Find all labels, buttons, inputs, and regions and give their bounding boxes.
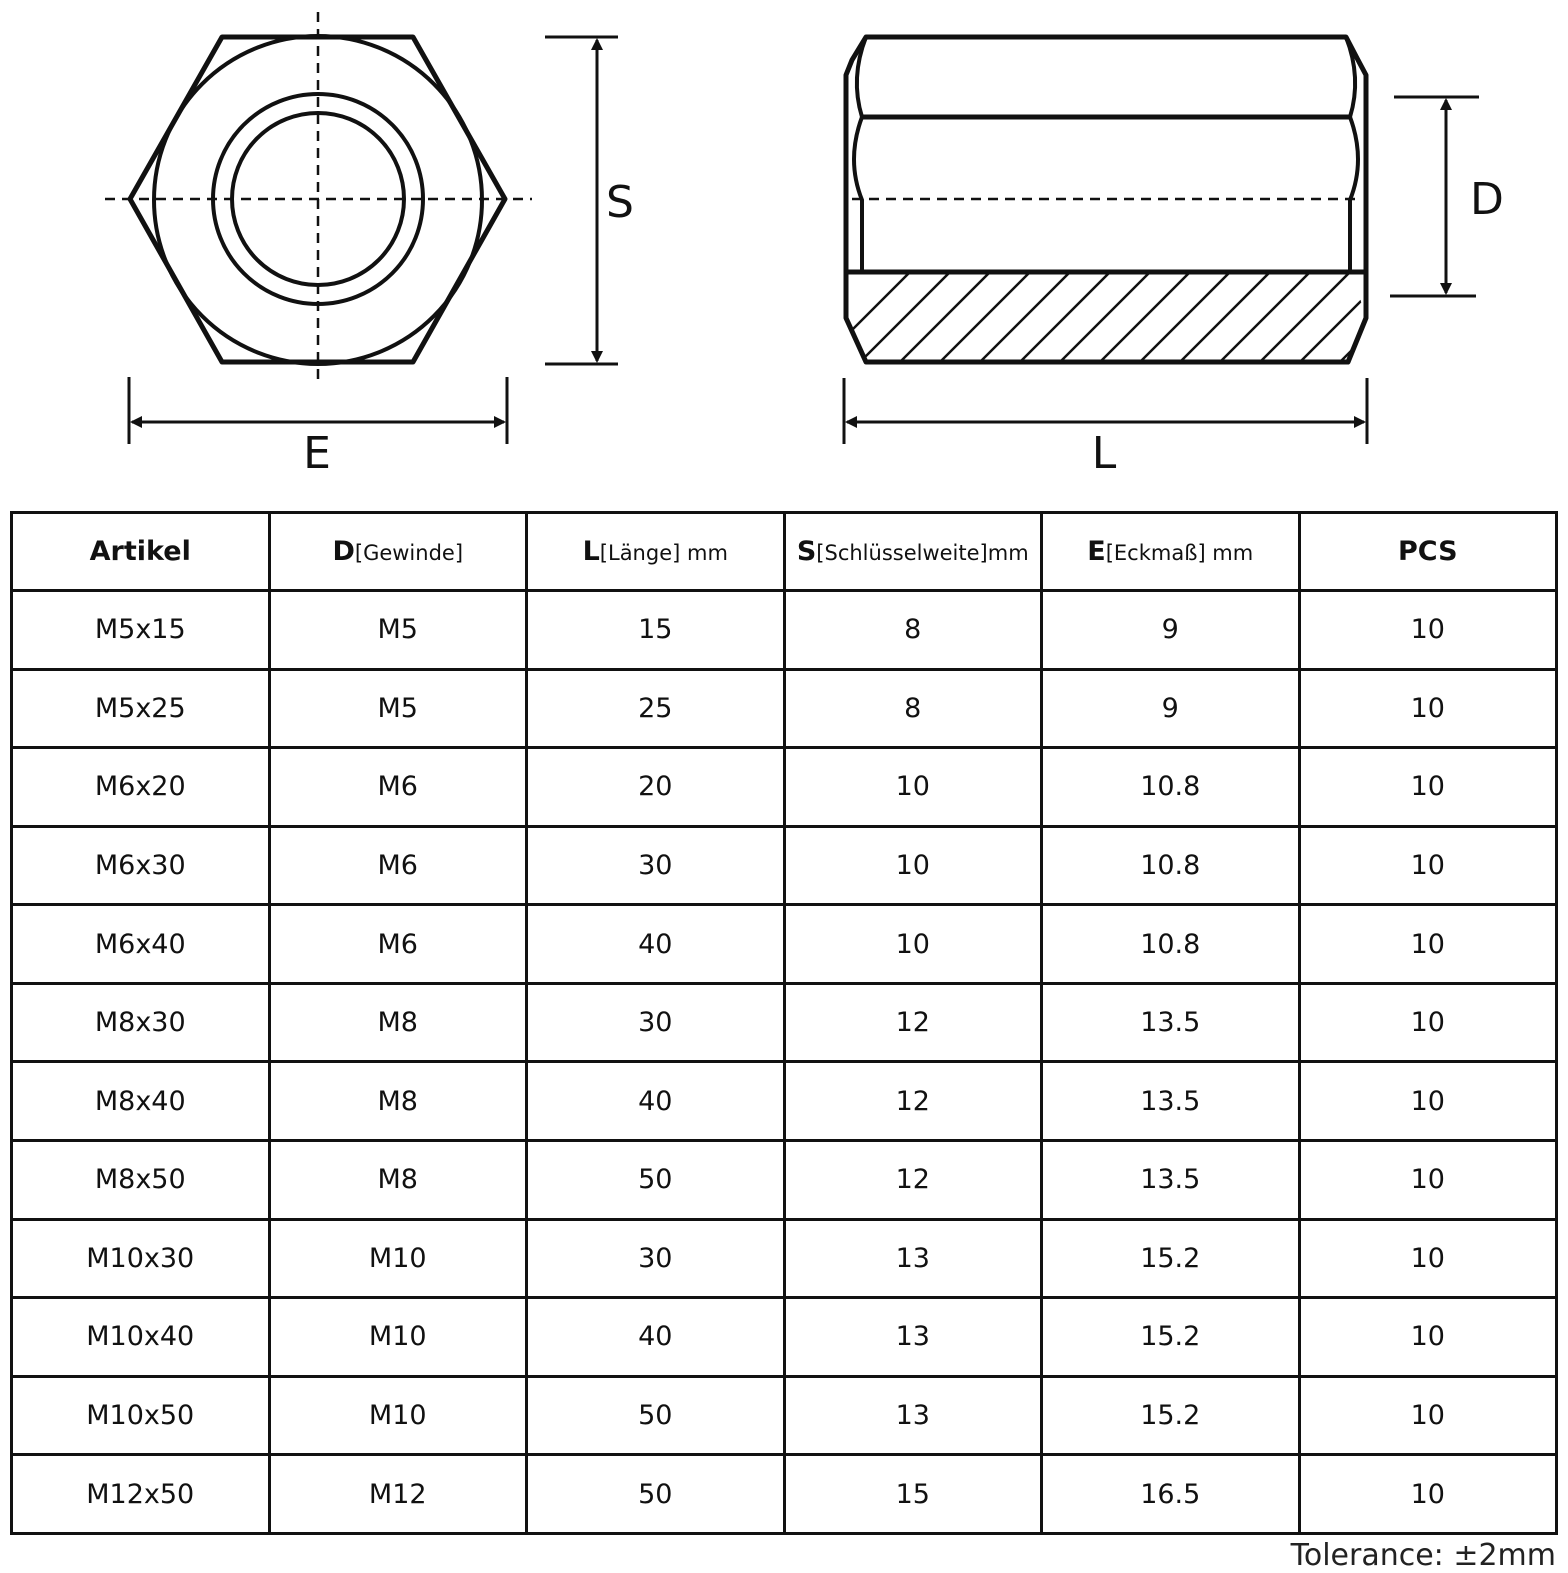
table-cell: 25 [527,669,785,748]
table-cell: 30 [527,826,785,905]
table-cell: 13.5 [1042,1141,1300,1220]
table-cell: 13.5 [1042,1062,1300,1141]
table-cell: 20 [527,748,785,827]
table-cell: M8x30 [12,983,270,1062]
table-cell: 50 [527,1141,785,1220]
table-cell: M12x50 [12,1455,270,1534]
table-row [12,1062,1557,1141]
table-cell: 10.8 [1042,905,1300,984]
table-cell: M8 [269,1062,527,1141]
table-cell: 10 [1299,1376,1557,1455]
table-cell: M6x40 [12,905,270,984]
table-cell: 10.8 [1042,748,1300,827]
table-cell: M5x25 [12,669,270,748]
technical-drawing [0,0,1568,500]
dimension-e [129,377,507,479]
table-cell: 12 [784,1062,1042,1141]
table-cell: 10.8 [1042,826,1300,905]
label-l: L [1091,428,1117,479]
table-cell: M10x30 [12,1219,270,1298]
section-hatch [820,272,1430,362]
table-cell: 10 [1299,1062,1557,1141]
table-cell: 10 [784,826,1042,905]
table-cell: M8 [269,983,527,1062]
table-cell: M8x40 [12,1062,270,1141]
table-cell: M6 [269,826,527,905]
coupling-nut-side-view [820,37,1430,362]
table-cell: 10 [1299,1455,1557,1534]
table-cell: M10 [269,1219,527,1298]
table-cell: 10 [1299,748,1557,827]
table-row [12,1219,1557,1298]
table-cell: 50 [527,1455,785,1534]
table-cell: 10 [1299,983,1557,1062]
table-cell: M6x30 [12,826,270,905]
table-cell: M6 [269,905,527,984]
table-body [12,591,1557,1534]
tolerance-note: Tolerance: ±2mm [1290,1538,1556,1573]
table-cell: 40 [527,1062,785,1141]
hex-nut-front-view [105,12,532,384]
dimension-s [545,37,634,364]
table-cell: M10 [269,1376,527,1455]
table-cell: 13 [784,1298,1042,1377]
table-cell: 10 [1299,1219,1557,1298]
table-cell: 15.2 [1042,1376,1300,1455]
table-cell: 30 [527,1219,785,1298]
table-cell: 16.5 [1042,1455,1300,1534]
table-cell: M10 [269,1298,527,1377]
table-cell: 10 [1299,905,1557,984]
dimension-d [1390,97,1504,296]
column-header-main: S [796,536,817,567]
table-row [12,826,1557,905]
table-row [12,1141,1557,1220]
column-header [1042,513,1300,591]
table-cell: 10 [1299,669,1557,748]
table-cell: 9 [1042,669,1300,748]
table-cell: 9 [1042,591,1300,670]
table-cell: M6x20 [12,748,270,827]
table-cell: M8x50 [12,1141,270,1220]
table-cell: M10x40 [12,1298,270,1377]
table-cell: M5 [269,669,527,748]
label-s: S [606,177,634,228]
column-header [1299,513,1557,591]
table-cell: 10 [784,748,1042,827]
table-row [12,748,1557,827]
table-row [12,591,1557,670]
table-row [12,1298,1557,1377]
column-header [269,513,527,591]
column-header-sub: [Länge] mm [599,541,728,565]
table-cell: 10 [1299,1141,1557,1220]
label-d: D [1470,174,1504,225]
dimension-l [844,378,1367,479]
table-cell: 13.5 [1042,983,1300,1062]
table-cell: 15.2 [1042,1298,1300,1377]
table-cell: 15 [527,591,785,670]
table-cell: 10 [784,905,1042,984]
column-header [527,513,785,591]
table-cell: 15.2 [1042,1219,1300,1298]
table-cell: 12 [784,1141,1042,1220]
table-cell: 40 [527,1298,785,1377]
table-row [12,669,1557,748]
table-row [12,905,1557,984]
table-row [12,983,1557,1062]
column-header [12,513,270,591]
table-cell: M5x15 [12,591,270,670]
table-cell: 10 [1299,1298,1557,1377]
table-cell: 12 [784,983,1042,1062]
table-cell: M8 [269,1141,527,1220]
table-cell: 10 [1299,826,1557,905]
table-cell: 13 [784,1376,1042,1455]
label-e: E [303,428,331,479]
table-cell: 8 [784,591,1042,670]
table-row [12,1376,1557,1455]
table-cell: 10 [1299,591,1557,670]
table-cell: 15 [784,1455,1042,1534]
table-cell: 8 [784,669,1042,748]
table-cell: M6 [269,748,527,827]
table-cell: M5 [269,591,527,670]
column-header-sub: [Eckmaß] mm [1105,541,1254,565]
table-header-row [12,513,1557,591]
column-header-main: D [332,536,355,567]
column-header-sub: [Schlüsselweite]mm [816,541,1029,565]
column-header-sub: [Gewinde] [354,541,464,565]
column-header-main: L [582,536,600,567]
table-cell: M10x50 [12,1376,270,1455]
column-header-main: PCS [1397,536,1458,567]
column-header-main: E [1087,536,1106,567]
column-header-main: Artikel [89,536,191,567]
column-header [784,513,1042,591]
specification-table [10,511,1558,1535]
table-cell: 40 [527,905,785,984]
table-cell: M12 [269,1455,527,1534]
table-cell: 30 [527,983,785,1062]
table-cell: 50 [527,1376,785,1455]
table-row [12,1455,1557,1534]
table-cell: 13 [784,1219,1042,1298]
